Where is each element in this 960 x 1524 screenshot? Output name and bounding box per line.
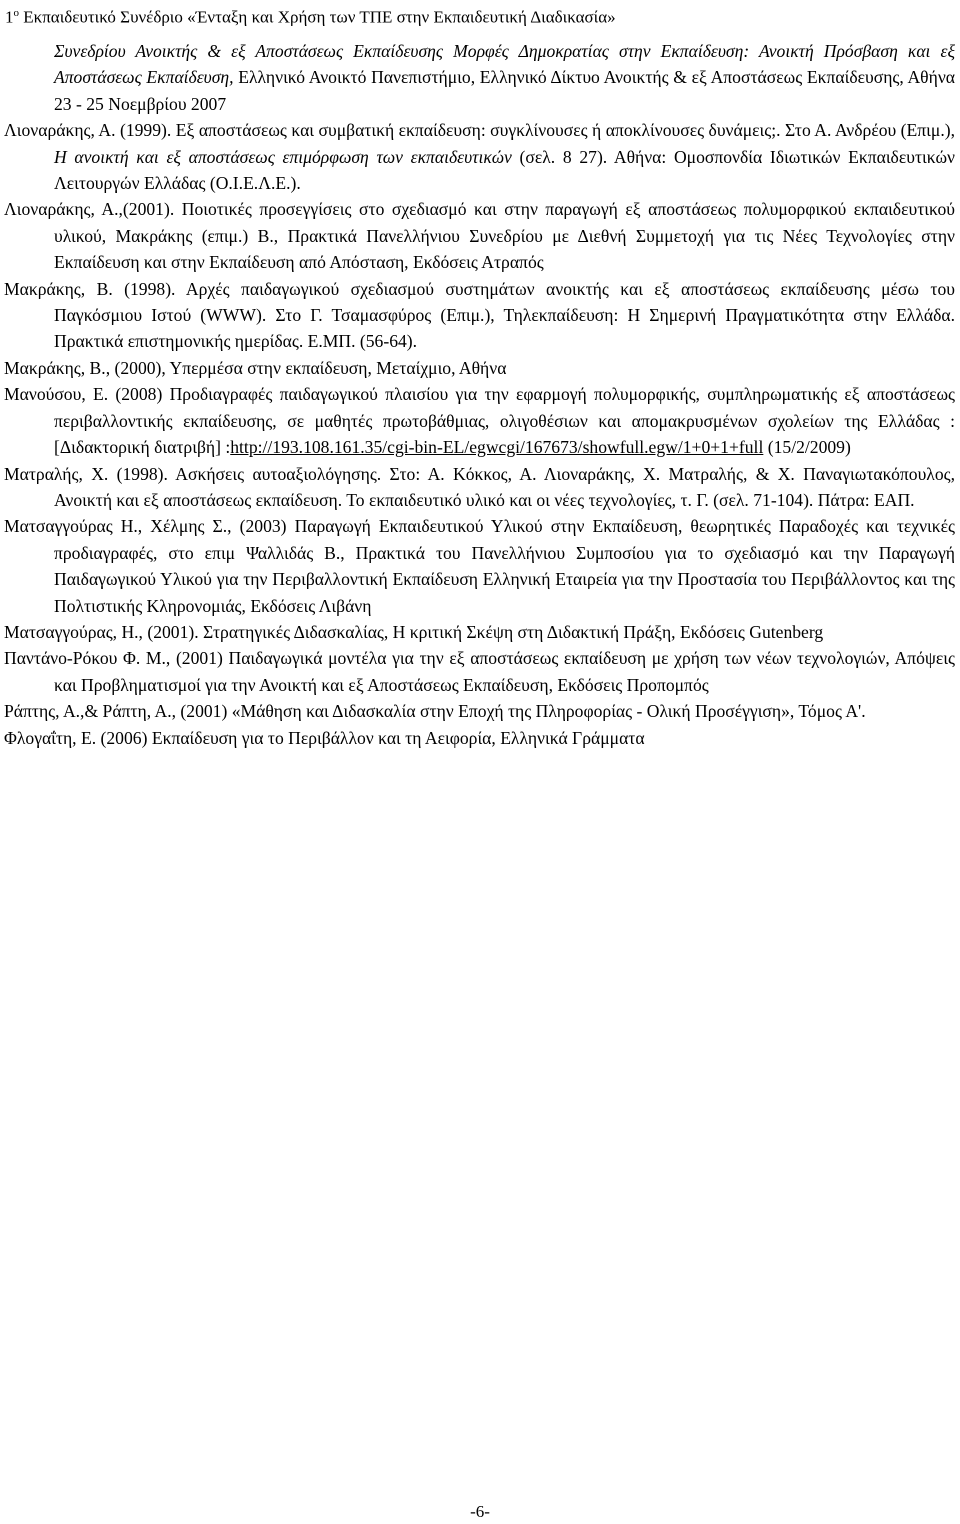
reference-entry [4, 276, 955, 355]
reference-text: Μανούσου, Ε. (2008) Προδιαγραφές παιδαγωγικού πλαισίου για την εφαρμογή πολυμορφικής, συμπληρωματικής εξ αποστάσεως περιβαλλοντικής εκπαίδευσης, σε μαθητές πρωτοβάθμιας, ολιγοθέσιων και απομακρυσμένων σχολείων της Ελλάδας : [Διδακτορική διατριβή] : [4, 384, 955, 458]
reference-entry [4, 513, 955, 619]
reference-entry [4, 38, 955, 117]
reference-text: Λιοναράκης, Α. (1999). Εξ αποστάσεως και συμβατική εκπαίδευση: συγκλίνουσες ή αποκλίνουσες δυνάμεις;. Στο Α. Ανδρέου (Επιμ.), [4, 120, 955, 141]
reference-list [4, 38, 955, 751]
header-number: 1 [5, 7, 14, 27]
reference-entry [4, 725, 955, 751]
page-number: -6- [470, 1502, 490, 1521]
reference-entry [4, 117, 955, 196]
header-ordinal-sup: ο [13, 7, 19, 19]
reference-entry [4, 698, 955, 724]
reference-text: (σελ. 8 27). Αθήνα: Ομοσπονδία Ιδιωτικών Εκπαιδευτικών Λειτουργών Ελλάδας (Ο.Ι.Ε.Λ.Ε.). [54, 146, 955, 194]
reference-text: Παντάνο-Ρόκου Φ. Μ., (2001) Παιδαγωγικά μοντέλα για την εξ αποστάσεως εκπαίδευση με χρήση των νέων τεχνολογιών, Απόψεις και Προβληματισμοί για την Ανοικτή και εξ Αποστάσεως Εκπαίδευση, Εκδόσεις Προπομπός [4, 648, 955, 695]
reference-entry [4, 461, 955, 514]
reference-text: Ελληνικό Ανοικτό Πανεπιστήμιο, Ελληνικό Δίκτυο Ανοικτής & εξ Αποστάσεως Εκπαίδευσης, Αθήνα 23 - 25 Νοεμβρίου 2007 [54, 67, 955, 114]
reference-entry [4, 355, 955, 381]
reference-text: Μακράκης, Β. (1998). Αρχές παιδαγωγικού σχεδιασμού συστημάτων ανοικτής και εξ αποστάσεως εκπαίδευσης μέσω του Παγκόσμιου Ιστού (WWW). Στο Γ. Τσαμασφύρος (Επιμ.), Τηλεκπαίδευση: Η Σημερινή Πραγματικότητα στην Ελλάδα. Πρακτικά επιστημονικής ημερίδας. Ε.ΜΠ. (56-64). [4, 278, 955, 352]
reference-italic-text: Η ανοικτή και εξ αποστάσεως επιμόρφωση των εκπαιδευτικών [54, 146, 512, 167]
reference-text: Μακράκης, Β., (2000), Υπερμέσα στην εκπαίδευση, Μεταίχμιο, Αθήνα [4, 357, 507, 378]
reference-text: (15/2/2009) [763, 437, 851, 458]
reference-text: Φλογαΐτη, Ε. (2006) Εκπαίδευση για το Περιβάλλον και τη Αειφορία, Ελληνικά Γράμματα [4, 727, 645, 748]
reference-url-link[interactable]: http://193.108.161.35/cgi-bin-EL/egwcgi/167673/showfull.egw/1+0+1+full [230, 437, 764, 458]
reference-entry [4, 645, 955, 698]
running-header [5, 2, 616, 29]
reference-italic-text: Συνεδρίου Ανοικτής & εξ Αποστάσεως Εκπαίδευσης Μορφές Δημοκρατίας στην Εκπαίδευση: Ανοικτή Πρόσβαση και εξ Αποστάσεως Εκπαίδευση, [54, 41, 955, 88]
header-title: Εκπαιδευτικό Συνέδριο «Ένταξη και Χρήση των ΤΠΕ στην Εκπαιδευτική Διαδικασία» [19, 7, 616, 27]
reference-text: Ματσαγγούρας Η., Χέλμης Σ., (2003) Παραγωγή Εκπαιδευτικού Υλικού στην Εκπαίδευση, θεωρητικές Παραδοχές και τεχνικές προδιαγραφές, στο επιμ Ψαλλιδάς Β., Πρακτικά του Πανελλήνιου Συμποσίου για το σχεδιασμό και την Παραγωγή Παιδαγωγικού Υλικού για την Περιβαλλοντική Εκπαίδευση Ελληνική Εταιρεία για την Προστασία του Περιβάλλοντος και της Πολτιστικής Κληρονομιάς, Εκδόσεις Λιβάνη [4, 516, 955, 616]
reference-text: Λιοναράκης, Α.,(2001). Ποιοτικές προσεγγίσεις στο σχεδιασμό και στην παραγωγή εξ αποστάσεως πολυμορφικού εκπαιδευτικού υλικού, Μακράκης (επιμ.) Β., Πρακτικά Πανελλήνιου Συνεδρίου με Διεθνή Συμμετοχή για τις Νέες Τεχνολογίες στην Εκπαίδευση και στην Εκπαίδευση από Απόσταση, Εκδόσεις Ατραπός [4, 199, 955, 273]
reference-entry [4, 196, 955, 275]
reference-text: Ματραλής, Χ. (1998). Ασκήσεις αυτοαξιολόγησης. Στο: Α. Κόκκος, Α. Λιοναράκης, Χ. Ματραλής, & Χ. Παναγιωτακόπουλος, Ανοικτή και εξ αποστάσεως εκπαίδευση. Το εκπαιδευτικό υλικό και οι νέες τεχνολογίες, τ. Γ. (σελ. 71-104). Πάτρα: ΕΑΠ. [4, 463, 955, 510]
reference-text: Ράπτης, Α.,& Ράπτη, Α., (2001) «Μάθηση και Διδασκαλία στην Εποχή της Πληροφορίας - Ολική Προσέγγιση», Τόμος Α'. [4, 701, 866, 722]
reference-entry [4, 381, 955, 460]
reference-entry [4, 619, 955, 645]
reference-text: Ματσαγγούρας, Η., (2001). Στρατηγικές Διδασκαλίας, Η κριτική Σκέψη στη Διδακτική Πράξη, Εκδόσεις Gutenberg [4, 621, 824, 642]
